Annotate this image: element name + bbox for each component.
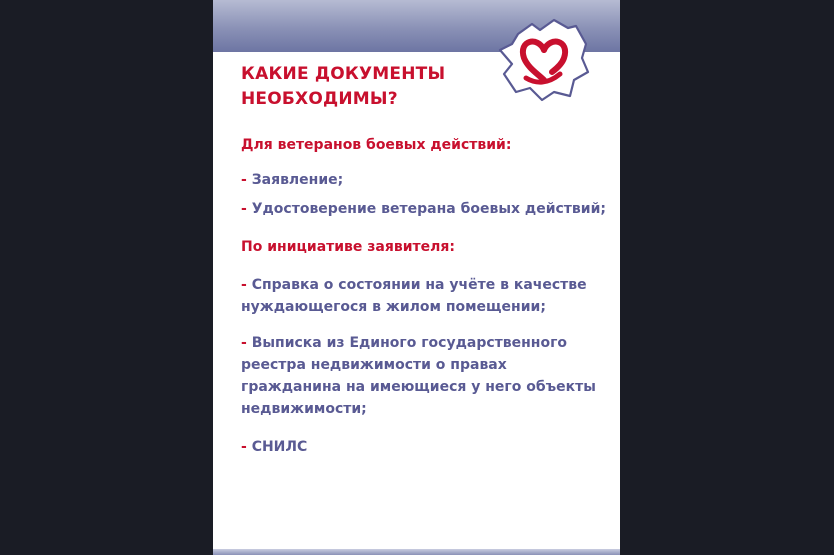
list-dash: -	[241, 172, 247, 188]
list-item-text: Справка о состоянии на учёте в качестве нуждающегося в жилом помещении;	[241, 277, 587, 315]
section-heading-veterans: Для ветеранов боевых действий:	[241, 137, 512, 153]
list-item	[241, 169, 611, 191]
list-item	[241, 198, 611, 220]
list-item-text: Заявление;	[251, 172, 344, 188]
list-item	[241, 332, 611, 420]
document-title	[241, 62, 611, 112]
document-content	[241, 62, 611, 458]
document-page	[213, 0, 620, 555]
section-heading-initiative: По инициативе заявителя:	[241, 239, 455, 255]
list-item-text: Выписка из Единого государственного реестра недвижимости о правах гражданина на имеющиеся у него объекты недвижимости;	[241, 335, 596, 417]
title-line-1: КАКИЕ ДОКУМЕНТЫ	[241, 64, 446, 84]
page-footer-band	[213, 549, 620, 555]
list-dash: -	[241, 335, 247, 351]
list-item	[241, 274, 611, 318]
list-dash: -	[241, 277, 247, 293]
list-item-text: Удостоверение ветерана боевых действий;	[251, 201, 607, 217]
list-dash: -	[241, 439, 247, 455]
title-line-2: НЕОБХОДИМЫ?	[241, 89, 398, 109]
list-item-text: СНИЛС	[251, 439, 308, 455]
list-dash: -	[241, 201, 247, 217]
list-item	[241, 436, 611, 458]
